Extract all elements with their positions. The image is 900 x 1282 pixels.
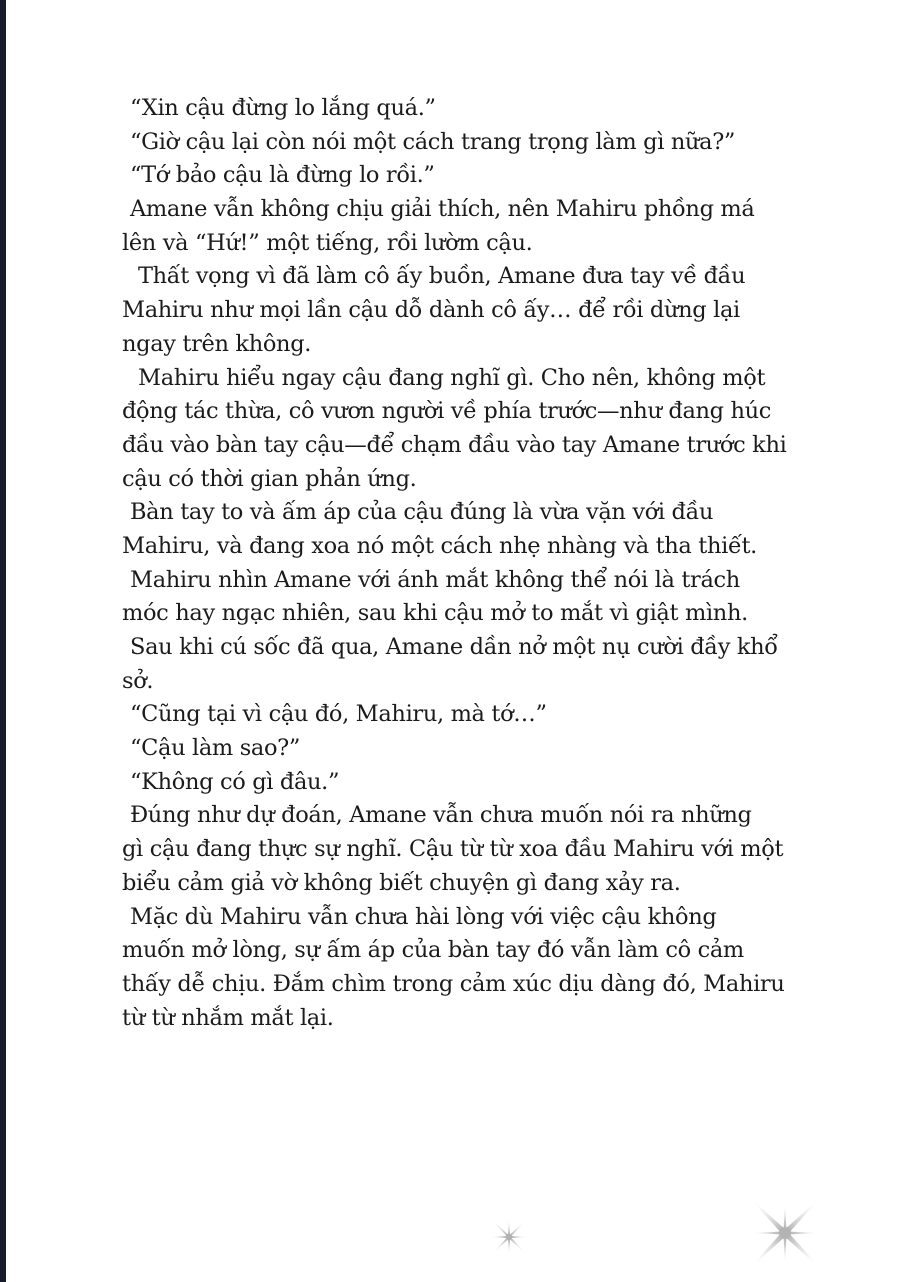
page-body-text <box>6 92 900 1035</box>
text-line: Amane vẫn không chịu giải thích, nên Mahiru phồng má <box>130 196 755 223</box>
text-line: cậu có thời gian phản ứng. <box>122 465 417 492</box>
book-page <box>6 0 900 1282</box>
large-sparkle-icon <box>742 1190 828 1276</box>
text-line: Sau khi cú sốc đã qua, Amane dần nở một nụ cười đầy khổ <box>130 634 778 660</box>
text-line: “Cậu làm sao?” <box>130 735 301 762</box>
text-line: gì cậu đang thực sự nghĩ. Cậu từ từ xoa đầu Mahiru với một <box>122 836 784 863</box>
text-line: “Giờ cậu lại còn nói một cách trang trọng làm gì nữa?” <box>130 128 736 155</box>
text-line: “Không có gì đâu.” <box>130 768 340 795</box>
text-line: từ từ nhắm mắt lại. <box>122 1004 334 1031</box>
text-line: Bàn tay to và ấm áp của cậu đúng là vừa vặn với đầu <box>130 499 714 526</box>
text-line: thấy dễ chịu. Đắm chìm trong cảm xúc dịu dàng đó, Mahiru <box>122 970 785 997</box>
text-line: Thất vọng vì đã làm cô ấy buồn, Amane đưa tay về đầu <box>138 263 746 290</box>
text-line: Mahiru, và đang xoa nó một cách nhẹ nhàng và tha thiết. <box>122 532 757 559</box>
text-line: lên và “Hứ!” một tiếng, rồi lườm cậu. <box>122 229 533 256</box>
small-sparkle-icon <box>486 1214 532 1260</box>
text-line: sở. <box>122 667 154 694</box>
text-line: “Xin cậu đừng lo lắng quá.” <box>130 95 436 121</box>
text-line: ngay trên không. <box>122 330 312 357</box>
text-line: muốn mở lòng, sự ấm áp của bàn tay đó vẫn làm cô cảm <box>122 937 744 964</box>
text-line: Đúng như dự đoán, Amane vẫn chưa muốn nói ra những <box>130 802 752 829</box>
text-line: Mahiru nhìn Amane với ánh mắt không thể nói là trách <box>130 566 740 593</box>
text-line: “Cũng tại vì cậu đó, Mahiru, mà tớ…” <box>130 701 547 728</box>
text-line: đầu vào bàn tay cậu—để chạm đầu vào tay Amane trước khi <box>122 431 787 458</box>
text-line: biểu cảm giả vờ không biết chuyện gì đang xảy ra. <box>122 869 681 896</box>
text-line: động tác thừa, cô vươn người về phía trước—như đang húc <box>122 398 772 425</box>
text-line: Mặc dù Mahiru vẫn chưa hài lòng với việc cậu không <box>130 903 717 930</box>
text-line: móc hay ngạc nhiên, sau khi cậu mở to mắt vì giật mình. <box>122 600 748 627</box>
text-line: Mahiru hiểu ngay cậu đang nghĩ gì. Cho nên, không một <box>138 364 766 391</box>
text-line: Mahiru như mọi lần cậu dỗ dành cô ấy… để rồi dừng lại <box>122 297 740 324</box>
text-line: “Tớ bảo cậu là đừng lo rồi.” <box>130 162 435 189</box>
